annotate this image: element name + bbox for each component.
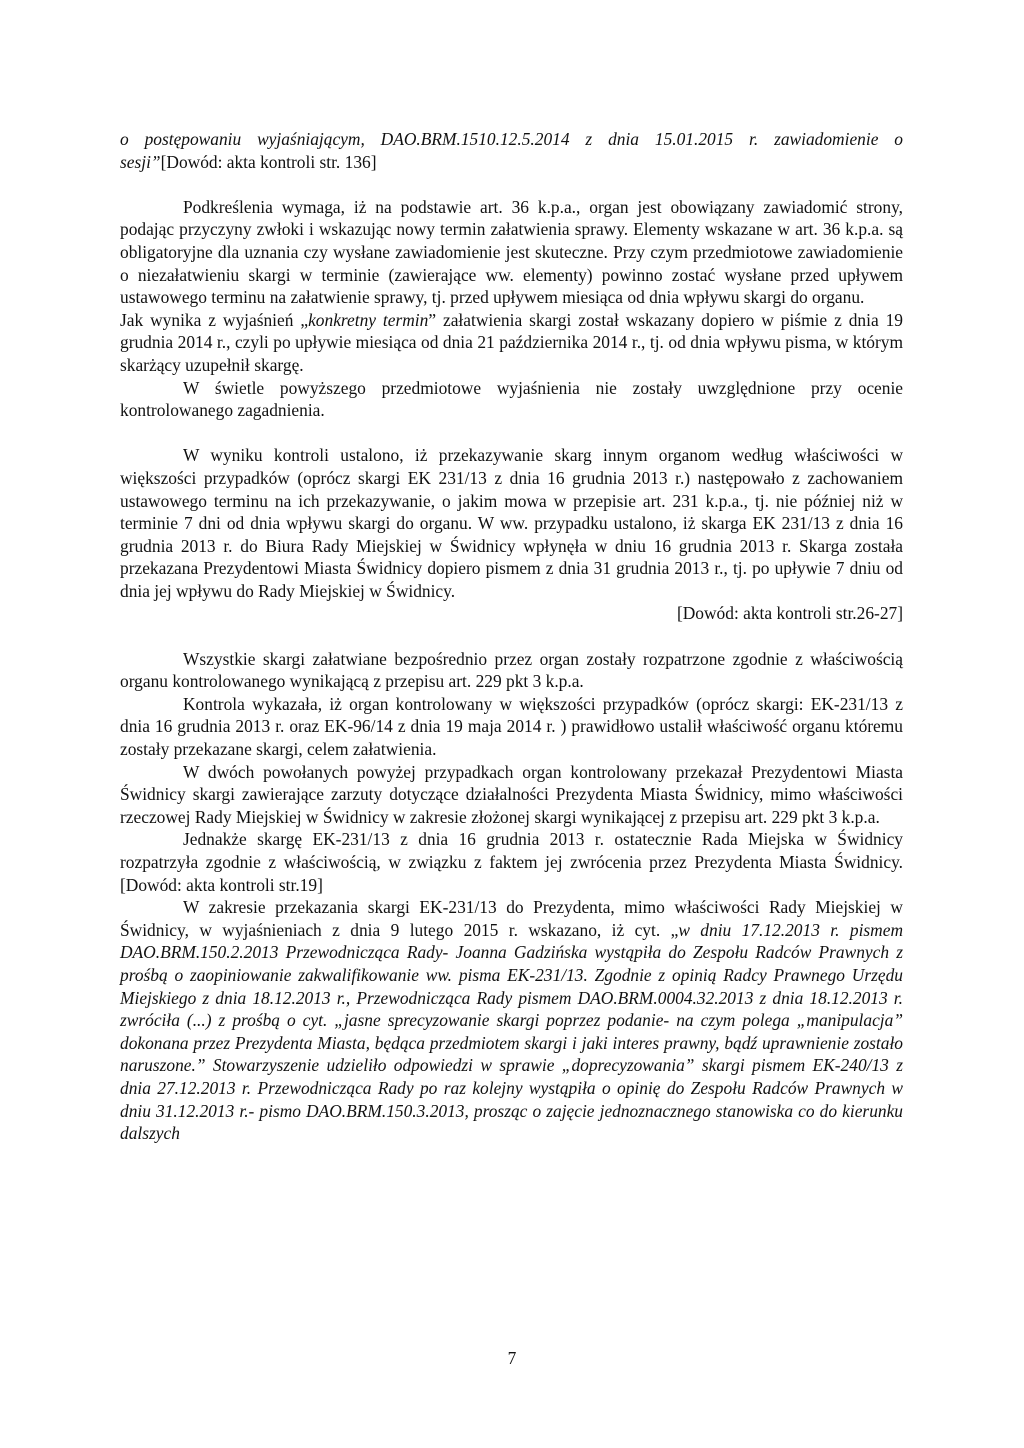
paragraph-6: Wszystkie skargi załatwiane bezpośrednio przez organ zostały rozpatrzone zgodnie z właściwością organu kontrolowanego wynikającą z przepisu art. 229 pkt 3 k.p.a. bbox=[120, 648, 903, 692]
text-run: ” załatwienia skargi został wskazany dopiero w piśmie z dnia 19 grudnia 2014 r., czyli po upływie miesiąca od dnia 21 października 2014 r., tj. od dnia wpływu pisma, w którym skarżący uzupełnił skargę. bbox=[120, 309, 904, 375]
italic-phrase: konkretny termin bbox=[308, 309, 429, 330]
spacer bbox=[120, 422, 903, 445]
text-run: Jednakże skargę EK-231/13 z dnia 16 grudnia 2013 r. ostatecznie Rada Miejska w Świdnicy rozpatrzyła zgodnie z właściwością, w związku z faktem jej zwrócenia przez Prezydenta Miasta Świdnicy. bbox=[120, 829, 903, 872]
paragraph-3 bbox=[120, 309, 903, 377]
paragraph-2: Podkreślenia wymaga, iż na podstawie art. 36 k.p.a., organ jest obowiązany zawiadomić strony, podając przyczyny zwłoki i wskazując nowy termin załatwienia sprawy. Elementy wskazane w art. 36 k.p.a. są obligatoryjne dla uznania czy wysłane zawiadomienie jest skuteczne. Przy czym przedmiotowe zawiadomienie o niezałatwieniu skargi w terminie (zawierające ww. elementy) powinno zostać wysłane przed upływem ustawowego terminu na załatwienie sprawy, tj. przed upływem miesiąca od dnia wpływu skargi do organu. bbox=[120, 196, 903, 308]
quote-fragment: o postępowaniu wyjaśniającym, DAO.BRM.1510.12.5.2014 z dnia 15.01.2015 r. zawiadomienie o sesji” bbox=[120, 129, 903, 172]
paragraph-5: W wyniku kontroli ustalono, iż przekazywanie skarg innym organom według właściwości w większości przypadków (oprócz skargi EK 231/13 z dnia 16 grudnia 2013 r.) następowało z zachowaniem ustawowego terminu na ich przekazywanie, o jakim mowa w przepisie art. 231 k.p.a., tj. nie później niż w terminie 7 dni od dnia wpływu skargi do organu. W ww. przypadku ustalono, iż skarga EK 231/13 z dnia 16 grudnia 2013 r. do Biura Rady Miejskiej w Świdnicy wpłynęła w dniu 16 grudnia 2013 r. Skarga została przekazana Prezydentowi Miasta Świdnicy dopiero pismem z dnia 31 grudnia 2013 r., tj. po upływie 7 dniu od dnia jej wpływu do Rady Miejskiej w Świdnicy. bbox=[120, 445, 903, 601]
evidence-reference: [Dowód: akta kontroli str.26-27] bbox=[676, 603, 903, 624]
evidence-reference: [Dowód: akta kontroli str.19] bbox=[120, 874, 323, 895]
text-run: W zakresie przekazania skargi EK-231/13 do Prezydenta, mimo właściwości Rady Miejskiej w Świdnicy, w wyjaśnieniach z dnia 9 lutego 2015 r. wskazano, iż cyt. „ bbox=[120, 897, 903, 940]
document-page bbox=[120, 128, 903, 1145]
text-run: Jak wynika z wyjaśnień „ bbox=[120, 309, 309, 330]
spacer bbox=[120, 625, 903, 648]
paragraph-7: Kontrola wykazała, iż organ kontrolowany w większości przypadków (oprócz skargi: EK-231/13 z dnia 16 grudnia 2013 r. oraz EK-96/14 z dnia 19 maja 2014 r. ) prawidłowo ustalił właściwość organu któremu zostały przekazane skargi, celem załatwienia. bbox=[120, 693, 903, 760]
paragraph-1 bbox=[120, 128, 903, 173]
paragraph-4: W świetle powyższego przedmiotowe wyjaśnienia nie zostały uwzględnione przy ocenie kontrolowanego zagadnienia. bbox=[120, 377, 903, 421]
evidence-reference: [Dowód: akta kontroli str. 136] bbox=[160, 151, 377, 172]
paragraph-9 bbox=[120, 828, 903, 896]
page-number: 7 bbox=[507, 1348, 517, 1368]
paragraph-10 bbox=[120, 896, 903, 1145]
spacer bbox=[120, 173, 903, 196]
paragraph-8: W dwóch powołanych powyżej przypadkach organ kontrolowany przekazał Prezydentowi Miasta Świdnicy skargi zawierające zarzuty dotyczące działalności Prezydenta Miasta Świdnicy, mimo właściwości rzeczowej Rady Miejskiej w Świdnicy w zakresie złożonej skargi wynikającej z przepisu art. 229 pkt 3 k.p.a. bbox=[120, 761, 903, 827]
quoted-explanation: w dniu 17.12.2013 r. pismem DAO.BRM.150.2.2013 Przewodnicząca Rady- Joanna Gadzińska wystąpiła do Zespołu Radców Prawnych z prośbą o zaopiniowanie zakwalifikowanie ww. pisma EK-231/13. Zgodnie z opinią Radcy Prawnego Urzędu Miejskiego z dnia 18.12.2013 r., Przewodnicząca Rady pismem DAO.BRM.0004.32.2013 z dnia 18.12.2013 r. zwróciła (...) z prośbą o cyt. „jasne sprecyzowanie skargi poprzez podanie- na czym polega „manipulacja” dokonana przez Prezydenta Miasta, będąca przedmiotem skargi i jaki interes prawny, bądź uprawnienie zostało naruszone.” Stowarzyszenie udzieliło odpowiedzi w sprawie „doprecyzowania” skargi pismem EK-240/13 z dnia 27.12.2013 r. Przewodnicząca Rady po raz kolejny wystąpiła o opinię do Zespołu Radców Prawnych w dniu 31.12.2013 r.- pismo DAO.BRM.150.3.2013, prosząc o zajęcie jednoznacznego stanowiska co do kierunku dalszych bbox=[120, 919, 903, 1144]
